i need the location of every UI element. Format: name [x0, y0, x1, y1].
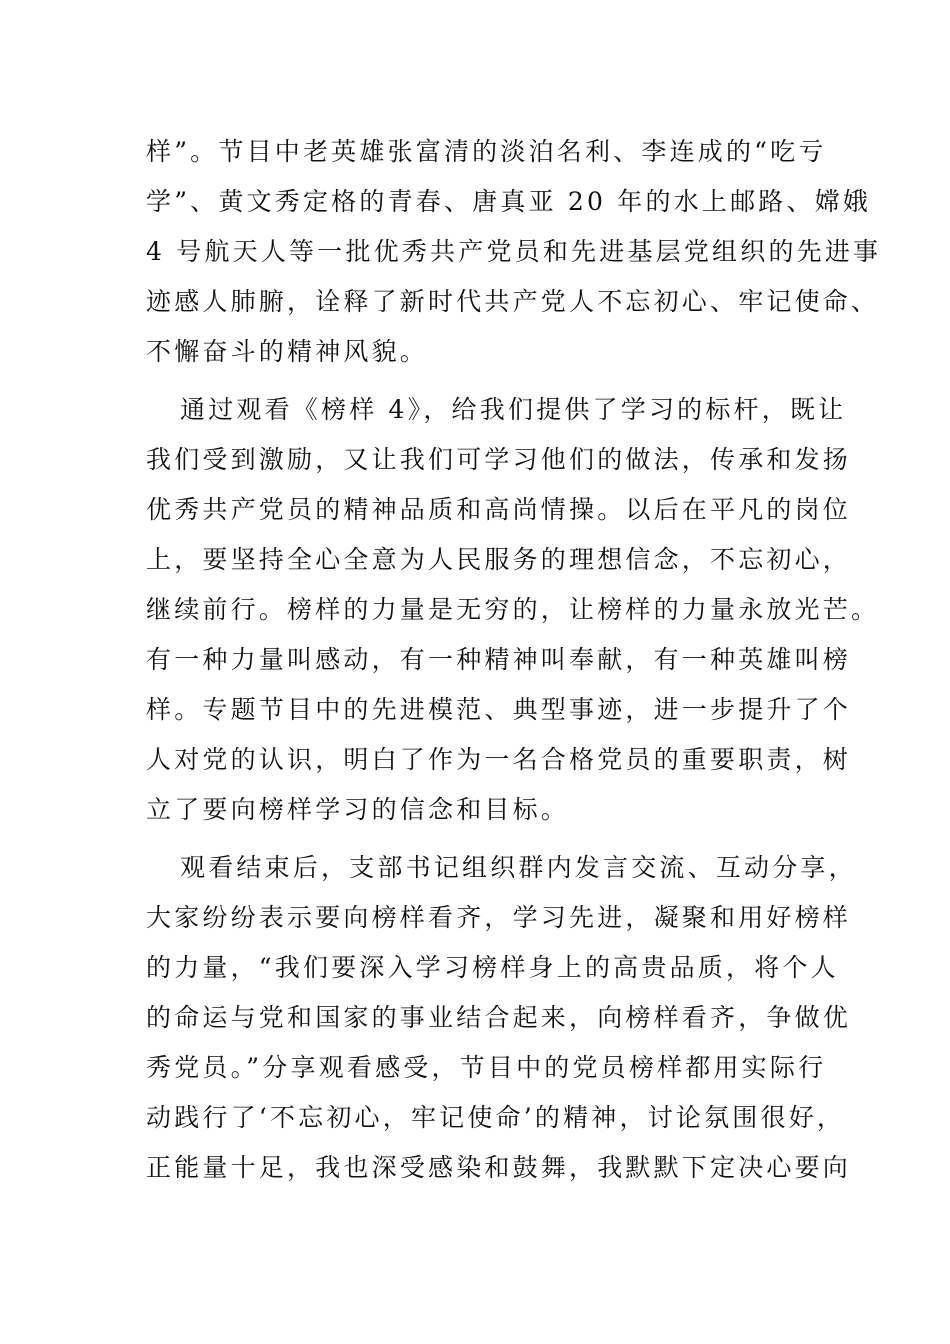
text-line: 观看结束后，支部书记组织群内发言交流、互动分享，	[180, 853, 857, 882]
text-line: 继续前行。榜样的力量是无穷的，让榜样的力量永放光芒。	[146, 595, 880, 624]
text-line: 通过观看《榜样 4》，给我们提供了学习的标杆，既让	[180, 395, 847, 424]
text-line: 的力量，“我们要深入学习榜样身上的高贵品质，将个人	[146, 953, 839, 982]
text-line: 大家纷纷表示要向榜样看齐，学习先进，凝聚和用好榜样	[146, 903, 852, 932]
text-line: 秀党员。”分享观看感受，节目中的党员榜样都用实际行	[146, 1053, 827, 1082]
text-line: 4 号航天人等一批优秀共产党员和先进基层党组织的先进事	[146, 237, 882, 266]
text-line: 样”。节目中老英雄张富清的淡泊名利、李连成的“吃亏	[146, 137, 827, 166]
text-line: 上，要坚持全心全意为人民服务的理想信念，不忘初心，	[146, 545, 852, 574]
text-line: 我们受到激励，又让我们可学习他们的做法，传承和发扬	[146, 445, 852, 474]
text-line: 不懈奋斗的精神风貌。	[146, 337, 429, 366]
text-line: 优秀共产党员的精神品质和高尚情操。以后在平凡的岗位	[146, 495, 852, 524]
text-line: 迹感人肺腑，诠释了新时代共产党人不忘初心、牢记使命、	[146, 287, 880, 316]
text-line: 的命运与党和国家的事业结合起来，向榜样看齐，争做优	[146, 1003, 852, 1032]
text-line: 正能量十足，我也深受感染和鼓舞，我默默下定决心要向	[146, 1153, 852, 1182]
text-line: 动践行了‘不忘初心，牢记使命’的精神，讨论氛围很好，	[146, 1103, 846, 1132]
text-line: 学”、黄文秀定格的青春、唐真亚 20 年的水上邮路、嫦娥	[146, 187, 872, 216]
text-line: 立了要向榜样学习的信念和目标。	[146, 795, 570, 824]
text-line: 样。专题节目中的先进模范、典型事迹，进一步提升了个	[146, 695, 852, 724]
text-line: 有一种力量叫感动，有一种精神叫奉献，有一种英雄叫榜	[146, 645, 852, 674]
text-line: 人对党的认识，明白了作为一名合格党员的重要职责，树	[146, 745, 852, 774]
